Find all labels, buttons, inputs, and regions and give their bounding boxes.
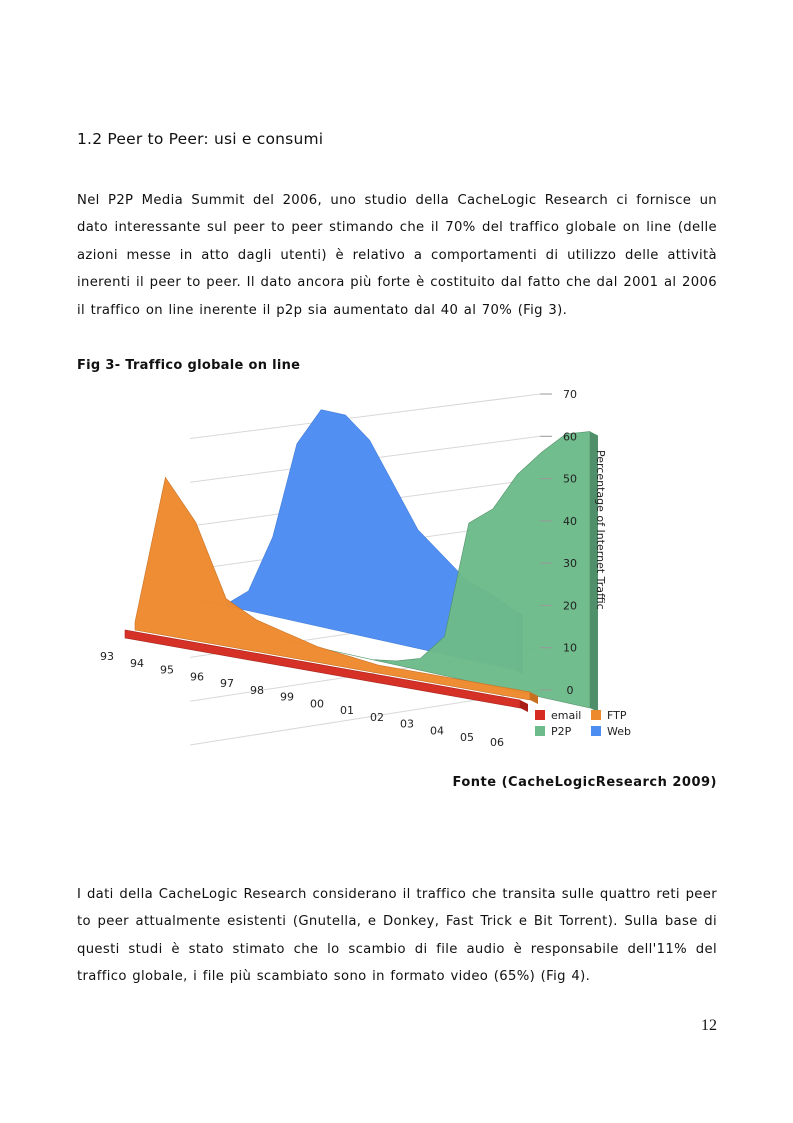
y-tick-label: 40 (563, 514, 577, 528)
legend-label-ftp: FTP (607, 709, 627, 722)
y-tick-label: 30 (563, 557, 577, 571)
page-number: 12 (701, 1017, 717, 1034)
x-tick-label: 05 (460, 731, 474, 745)
gridline (190, 394, 540, 439)
x-tick-label: 03 (400, 717, 414, 731)
x-tick-label: 04 (430, 724, 444, 738)
y-tick-label: 0 (566, 684, 574, 697)
legend-label-p2p: P2P (551, 725, 572, 738)
y-tick-label: 50 (563, 472, 577, 486)
x-tick-label: 02 (370, 710, 384, 724)
figure-caption: Fig 3- Traffico globale on line (77, 358, 301, 373)
y-tick-label: 70 (563, 388, 577, 401)
y-tick-label: 20 (563, 599, 577, 613)
x-tick-label: 94 (130, 656, 144, 670)
legend-label-web: Web (607, 725, 631, 738)
y-tick-label: 60 (563, 430, 577, 444)
chart-y-axis-label: Percentage of Internet Traffic (594, 450, 607, 610)
x-tick-label: 97 (220, 677, 234, 691)
x-tick-label: 93 (100, 650, 114, 663)
x-tick-label: 00 (310, 697, 324, 711)
y-tick-label: 10 (563, 641, 577, 655)
x-tick-label: 01 (340, 704, 354, 718)
x-tick-label: 99 (280, 690, 294, 704)
legend-swatch-web (591, 726, 601, 736)
chart-legend (535, 709, 631, 738)
x-tick-label: 95 (160, 663, 174, 677)
legend-swatch-ftp (591, 710, 601, 720)
figure-source: Fonte (CacheLogicResearch 2009) (452, 775, 717, 790)
legend-swatch-email (535, 710, 545, 720)
section-heading: 1.2 Peer to Peer: usi e consumi (77, 130, 324, 148)
paragraph-intro: Nel P2P Media Summit del 2006, uno studio della CacheLogic Research ci fornisce un dato interessante sul peer to peer stimando che il 70% del traffico globale on line (delle azioni messe in atto dagli utenti) è relativo a comportamenti di utilizzo delle attività inerenti il peer to peer. Il dato ancora più forte è costituito dal fatto che dal 2001 al 2006 il traffico on line inerente il p2p sia aumentato dal 40 al 70% (Fig 3). (77, 193, 717, 318)
area-edge-email (520, 700, 528, 712)
x-tick-label: 06 (490, 736, 504, 749)
chart-areas (125, 410, 598, 712)
x-tick-label: 98 (250, 683, 264, 697)
legend-swatch-p2p (535, 726, 545, 736)
legend-label-email: email (551, 709, 582, 722)
traffic-area-chart (95, 380, 655, 755)
x-tick-label: 96 (190, 670, 204, 684)
paragraph-networks: I dati della CacheLogic Research considerano il traffico che transita sulle quattro reti peer to peer attualmente esistenti (Gnutella, e Donkey, Fast Trick e Bit Torrent). Sulla base di questi studi è stato stimato che lo scambio di file audio è responsabile dell'11% del traffico globale, i file più scambiato sono in formato video (65%) (Fig 4). (77, 887, 717, 985)
